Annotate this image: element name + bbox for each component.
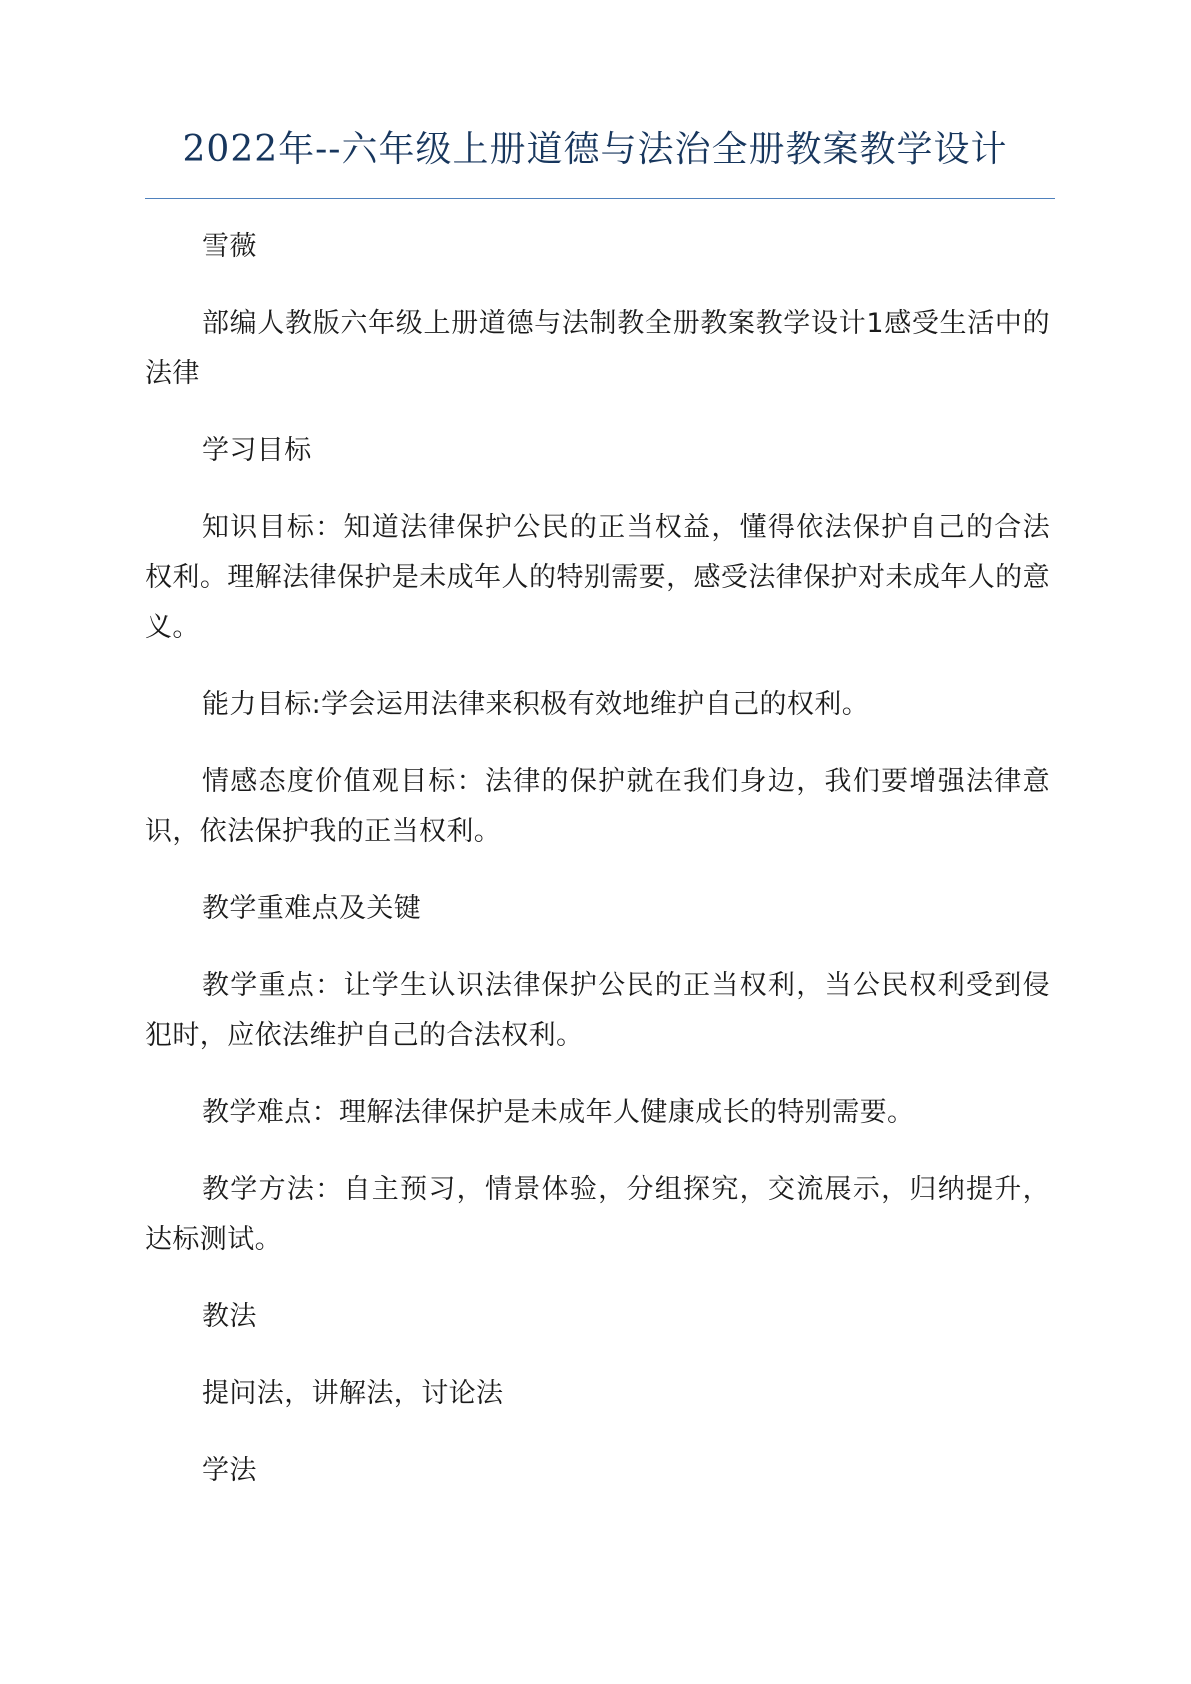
section-heading-learning-approach: 学法 <box>202 1455 257 1486</box>
section-heading-learning-goals: 学习目标 <box>202 435 312 466</box>
section-heading-teaching-approach: 教法 <box>202 1301 257 1332</box>
paragraph-teaching-methods: 教学方法：自主预习，情景体验，分组探究，交流展示，归纳提升，达标测试。 <box>145 1174 1050 1255</box>
author-line: 雪薇 <box>202 231 257 262</box>
paragraph-teaching-difficulty: 教学难点：理解法律保护是未成年人健康成长的特别需要。 <box>202 1097 915 1128</box>
section-heading-key-points: 教学重难点及关键 <box>202 893 422 924</box>
title-divider <box>145 198 1055 199</box>
document-body <box>145 222 1050 1523</box>
paragraph-knowledge-goal: 知识目标：知道法律保护公民的正当权益，懂得依法保护自己的合法权利。理解法律保护是未成年人的特别需要，感受法律保护对未成年人的意义。 <box>145 512 1050 643</box>
document-title: 2022年--六年级上册道德与法治全册教案教学设计 <box>182 129 1008 170</box>
paragraph-teaching-approach: 提问法，讲解法，讨论法 <box>202 1378 504 1409</box>
lesson-heading: 部编人教版六年级上册道德与法制教全册教案教学设计1感受生活中的法律 <box>145 308 1050 389</box>
paragraph-teaching-focus: 教学重点：让学生认识法律保护公民的正当权利，当公民权利受到侵犯时，应依法维护自己的合法权利。 <box>145 970 1050 1051</box>
paragraph-ability-goal: 能力目标:学会运用法律来积极有效地维护自己的权利。 <box>202 689 870 720</box>
paragraph-emotion-goal: 情感态度价值观目标：法律的保护就在我们身边，我们要增强法律意识，依法保护我的正当权利。 <box>145 766 1050 847</box>
